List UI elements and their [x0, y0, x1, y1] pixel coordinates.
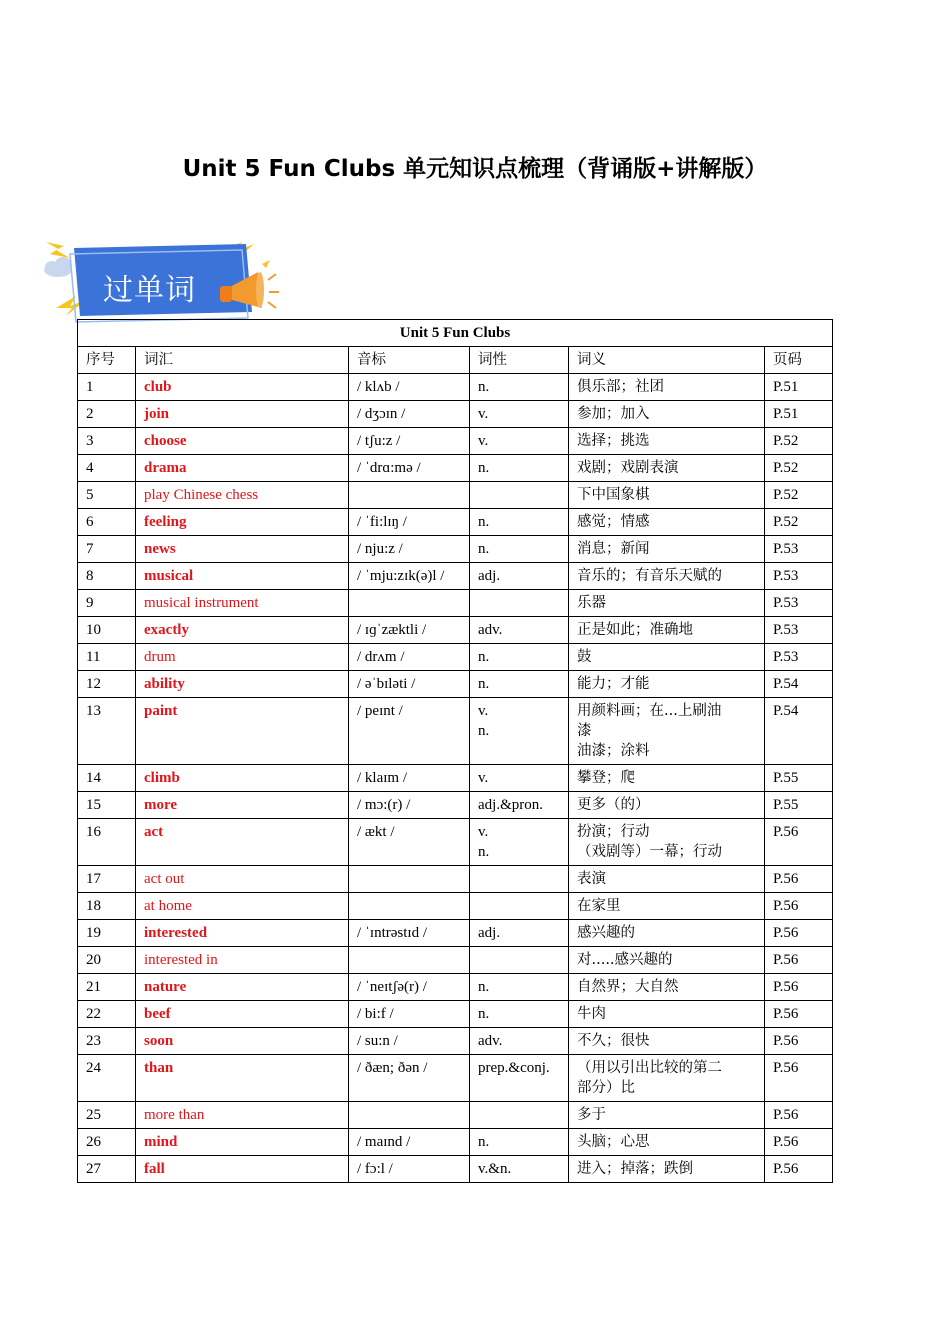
vocab-word	[136, 482, 349, 509]
meaning	[569, 1129, 765, 1156]
row-number: 24	[78, 1055, 136, 1102]
meaning-line: 头脑；心思	[577, 1134, 650, 1150]
table-row	[78, 644, 833, 671]
meaning	[569, 792, 765, 819]
part-of-speech	[470, 644, 569, 671]
page-ref: P.51	[765, 374, 833, 401]
part-of-speech	[470, 671, 569, 698]
table-row	[78, 1129, 833, 1156]
page-ref: P.53	[765, 590, 833, 617]
page-ref: P.56	[765, 1156, 833, 1183]
part-of-speech	[470, 1102, 569, 1129]
phonetic: / fɔ:l /	[349, 1156, 470, 1183]
page-ref: P.52	[765, 428, 833, 455]
table-row	[78, 455, 833, 482]
phonetic	[349, 866, 470, 893]
phonetic	[349, 590, 470, 617]
meaning	[569, 1028, 765, 1055]
page-ref: P.56	[765, 819, 833, 866]
table-row	[78, 792, 833, 819]
row-number: 18	[78, 893, 136, 920]
table-body	[78, 374, 833, 1183]
vocab-word	[136, 1129, 349, 1156]
meaning	[569, 1102, 765, 1129]
row-number: 9	[78, 590, 136, 617]
page-ref: P.52	[765, 455, 833, 482]
row-number: 2	[78, 401, 136, 428]
vocab-word-text: feeling	[144, 514, 187, 530]
phonetic: / ækt /	[349, 819, 470, 866]
table-row	[78, 590, 833, 617]
vocab-word-text: drum	[144, 649, 176, 665]
part-of-speech-line: n.	[478, 514, 490, 530]
vocab-word	[136, 866, 349, 893]
table-row	[78, 374, 833, 401]
table-row	[78, 509, 833, 536]
meaning-line: 选择；挑选	[577, 433, 650, 449]
row-number: 4	[78, 455, 136, 482]
part-of-speech	[470, 536, 569, 563]
row-number: 3	[78, 428, 136, 455]
vocab-word-text: interested	[144, 925, 208, 941]
phonetic: / nju:z /	[349, 536, 470, 563]
meaning-line: 乐器	[577, 595, 606, 611]
vocab-word-text: mind	[144, 1134, 178, 1150]
vocab-word-text: more than	[144, 1107, 205, 1123]
table-row	[78, 1156, 833, 1183]
meaning	[569, 482, 765, 509]
row-number: 15	[78, 792, 136, 819]
page-ref: P.56	[765, 893, 833, 920]
part-of-speech-line: n.	[478, 1134, 490, 1150]
part-of-speech	[470, 1156, 569, 1183]
meaning-line: 油漆；涂料	[577, 743, 650, 759]
part-of-speech	[470, 1028, 569, 1055]
meaning	[569, 509, 765, 536]
vocab-word-text: news	[144, 541, 176, 557]
table-row	[78, 1102, 833, 1129]
meaning	[569, 698, 765, 765]
vocab-word	[136, 428, 349, 455]
meaning-line: 正是如此；准确地	[577, 622, 693, 638]
vocab-word-text: drama	[144, 460, 187, 476]
table-row	[78, 428, 833, 455]
vocab-word-text: act	[144, 824, 164, 840]
phonetic: / tʃu:z /	[349, 428, 470, 455]
page-ref: P.53	[765, 536, 833, 563]
meaning-line: （用以引出比较的第二	[577, 1060, 722, 1076]
row-number: 27	[78, 1156, 136, 1183]
meaning	[569, 590, 765, 617]
part-of-speech-line: n.	[478, 979, 490, 995]
vocab-word	[136, 819, 349, 866]
table-row	[78, 671, 833, 698]
table-row	[78, 482, 833, 509]
vocab-word	[136, 1156, 349, 1183]
vocab-word	[136, 536, 349, 563]
meaning-line: 下中国象棋	[577, 487, 650, 503]
page-ref: P.52	[765, 482, 833, 509]
meaning-line: 攀登；爬	[577, 770, 635, 786]
meaning-line: 参加；加入	[577, 406, 650, 422]
page-ref: P.51	[765, 401, 833, 428]
vocab-word	[136, 590, 349, 617]
row-number: 7	[78, 536, 136, 563]
page-ref: P.55	[765, 765, 833, 792]
meaning-line: 能力；才能	[577, 676, 650, 692]
meaning	[569, 1001, 765, 1028]
meaning	[569, 671, 765, 698]
vocab-word-text: climb	[144, 770, 180, 786]
part-of-speech	[470, 1001, 569, 1028]
vocab-word	[136, 455, 349, 482]
part-of-speech	[470, 482, 569, 509]
table-row	[78, 617, 833, 644]
page-ref: P.53	[765, 617, 833, 644]
part-of-speech-line: n.	[478, 379, 490, 395]
vocab-word	[136, 1001, 349, 1028]
table-row	[78, 698, 833, 765]
part-of-speech-line: n.	[478, 649, 490, 665]
page-ref: P.56	[765, 1028, 833, 1055]
vocab-word-text: exactly	[144, 622, 189, 638]
phonetic: / ˈmju:zɪk(ə)l /	[349, 563, 470, 590]
table-row	[78, 1001, 833, 1028]
part-of-speech-line: adv.	[478, 622, 503, 638]
meaning	[569, 563, 765, 590]
part-of-speech-line: v.	[478, 433, 489, 449]
vocab-word	[136, 698, 349, 765]
phonetic: / ˈneɪtʃə(r) /	[349, 974, 470, 1001]
part-of-speech	[470, 765, 569, 792]
row-number: 26	[78, 1129, 136, 1156]
part-of-speech	[470, 563, 569, 590]
part-of-speech-line: n.	[478, 844, 490, 860]
vocab-word-text: soon	[144, 1033, 174, 1049]
table-row	[78, 974, 833, 1001]
table-caption: Unit 5 Fun Clubs	[78, 320, 833, 347]
meaning-line: 进入；掉落；跌倒	[577, 1161, 693, 1177]
meaning-line: 自然界；大自然	[577, 979, 679, 995]
meaning	[569, 1156, 765, 1183]
part-of-speech	[470, 617, 569, 644]
vocab-word	[136, 792, 349, 819]
meaning	[569, 920, 765, 947]
table-row	[78, 563, 833, 590]
part-of-speech-line: v.	[478, 703, 489, 719]
row-number: 21	[78, 974, 136, 1001]
table-caption-row	[78, 320, 833, 347]
page-ref: P.56	[765, 1129, 833, 1156]
phonetic	[349, 947, 470, 974]
part-of-speech	[470, 893, 569, 920]
part-of-speech-line: v.	[478, 406, 489, 422]
vocab-word-text: beef	[144, 1006, 171, 1022]
vocab-word	[136, 1028, 349, 1055]
table-row	[78, 765, 833, 792]
vocab-word-text: at home	[144, 898, 192, 914]
page-ref: P.56	[765, 1001, 833, 1028]
meaning	[569, 866, 765, 893]
phonetic	[349, 482, 470, 509]
vocab-word-text: choose	[144, 433, 187, 449]
row-number: 14	[78, 765, 136, 792]
row-number: 20	[78, 947, 136, 974]
page-ref: P.53	[765, 563, 833, 590]
vocab-word	[136, 974, 349, 1001]
vocab-word	[136, 1055, 349, 1102]
meaning-line: 对.....感兴趣的	[577, 952, 673, 968]
vocab-word-text: more	[144, 797, 178, 813]
row-number: 1	[78, 374, 136, 401]
page-ref: P.54	[765, 671, 833, 698]
table-row	[78, 893, 833, 920]
meaning	[569, 819, 765, 866]
column-header: 序号	[78, 347, 136, 374]
part-of-speech-line: v.	[478, 824, 489, 840]
part-of-speech-line: n.	[478, 541, 490, 557]
table-row	[78, 947, 833, 974]
meaning	[569, 1055, 765, 1102]
phonetic: / drʌm /	[349, 644, 470, 671]
meaning	[569, 536, 765, 563]
part-of-speech	[470, 509, 569, 536]
part-of-speech	[470, 974, 569, 1001]
phonetic: / peɪnt /	[349, 698, 470, 765]
vocab-word	[136, 671, 349, 698]
row-number: 11	[78, 644, 136, 671]
meaning-line: 更多（的）	[577, 797, 650, 813]
meaning-line: 扮演；行动	[577, 824, 650, 840]
meaning-line: 多于	[577, 1107, 606, 1123]
part-of-speech	[470, 947, 569, 974]
part-of-speech	[470, 866, 569, 893]
meaning-line: 表演	[577, 871, 606, 887]
page-title: Unit 5 Fun Clubs 单元知识点梳理（背诵版+讲解版）	[182, 156, 768, 182]
meaning-line: 戏剧；戏剧表演	[577, 460, 679, 476]
row-number: 10	[78, 617, 136, 644]
meaning-line: 消息；新闻	[577, 541, 650, 557]
meaning-line: 音乐的；有音乐天赋的	[577, 568, 722, 584]
part-of-speech	[470, 1055, 569, 1102]
row-number: 6	[78, 509, 136, 536]
part-of-speech-line: n.	[478, 676, 490, 692]
vocab-word	[136, 509, 349, 536]
vocab-word-text: club	[144, 379, 172, 395]
phonetic: / dʒɔɪn /	[349, 401, 470, 428]
meaning-line: 用颜料画；在...上刷油	[577, 703, 722, 719]
row-number: 19	[78, 920, 136, 947]
vocab-word-text: join	[144, 406, 170, 422]
meaning-line: （戏剧等）一幕；行动	[577, 844, 722, 860]
page-ref: P.54	[765, 698, 833, 765]
meaning	[569, 617, 765, 644]
page-ref: P.56	[765, 920, 833, 947]
meaning	[569, 765, 765, 792]
table-header-row	[78, 347, 833, 374]
column-header: 词义	[569, 347, 765, 374]
part-of-speech-line: n.	[478, 723, 490, 739]
meaning-line: 牛肉	[577, 1006, 606, 1022]
part-of-speech-line: adv.	[478, 1033, 503, 1049]
vocab-word-text: nature	[144, 979, 187, 995]
vocab-word	[136, 563, 349, 590]
meaning	[569, 644, 765, 671]
part-of-speech	[470, 374, 569, 401]
column-header: 词汇	[136, 347, 349, 374]
meaning	[569, 401, 765, 428]
phonetic: / ˈɪntrəstɪd /	[349, 920, 470, 947]
row-number: 23	[78, 1028, 136, 1055]
column-header: 词性	[470, 347, 569, 374]
table-row	[78, 1028, 833, 1055]
row-number: 13	[78, 698, 136, 765]
page-ref: P.53	[765, 644, 833, 671]
row-number: 22	[78, 1001, 136, 1028]
meaning	[569, 374, 765, 401]
phonetic: / klʌb /	[349, 374, 470, 401]
meaning-line: 在家里	[577, 898, 621, 914]
vocab-word-text: than	[144, 1060, 174, 1076]
page-ref: P.56	[765, 947, 833, 974]
vocab-word-text: paint	[144, 703, 178, 719]
meaning-line: 部分）比	[577, 1080, 635, 1096]
vocab-word	[136, 617, 349, 644]
row-number: 25	[78, 1102, 136, 1129]
row-number: 12	[78, 671, 136, 698]
phonetic: / su:n /	[349, 1028, 470, 1055]
section-banner-label: 过单词	[103, 273, 196, 308]
row-number: 8	[78, 563, 136, 590]
page-ref: P.56	[765, 1055, 833, 1102]
meaning	[569, 974, 765, 1001]
vocab-word	[136, 1102, 349, 1129]
meaning-line: 鼓	[577, 649, 592, 665]
phonetic: / ðæn; ðən /	[349, 1055, 470, 1102]
cloud-icon	[44, 257, 72, 277]
phonetic: / mɔ:(r) /	[349, 792, 470, 819]
meaning	[569, 428, 765, 455]
page-ref: P.55	[765, 792, 833, 819]
vocabulary-table	[77, 319, 833, 1183]
table-row	[78, 819, 833, 866]
meaning-line: 感觉；情感	[577, 514, 650, 530]
row-number: 16	[78, 819, 136, 866]
part-of-speech	[470, 819, 569, 866]
table-row	[78, 920, 833, 947]
row-number: 17	[78, 866, 136, 893]
phonetic: / ˈdrɑ:mə /	[349, 455, 470, 482]
part-of-speech	[470, 920, 569, 947]
vocab-word-text: fall	[144, 1161, 165, 1177]
vocab-word	[136, 893, 349, 920]
table-row	[78, 1055, 833, 1102]
phonetic: / ɪɡˈzæktli /	[349, 617, 470, 644]
vocab-word	[136, 920, 349, 947]
part-of-speech	[470, 455, 569, 482]
phonetic	[349, 893, 470, 920]
meaning	[569, 947, 765, 974]
part-of-speech	[470, 428, 569, 455]
part-of-speech	[470, 698, 569, 765]
vocab-word	[136, 401, 349, 428]
table-row	[78, 401, 833, 428]
meaning-line: 俱乐部；社团	[577, 379, 664, 395]
part-of-speech	[470, 792, 569, 819]
part-of-speech-line: v.&n.	[478, 1161, 512, 1177]
meaning-line: 感兴趣的	[577, 925, 635, 941]
vocab-word	[136, 374, 349, 401]
meaning	[569, 893, 765, 920]
table-row	[78, 866, 833, 893]
row-number: 5	[78, 482, 136, 509]
part-of-speech-line: n.	[478, 460, 490, 476]
part-of-speech	[470, 401, 569, 428]
phonetic: / əˈbɪləti /	[349, 671, 470, 698]
vocab-word-text: play Chinese chess	[144, 487, 259, 503]
vocab-word	[136, 765, 349, 792]
meaning	[569, 455, 765, 482]
phonetic	[349, 1102, 470, 1129]
part-of-speech-line: adj.	[478, 925, 501, 941]
phonetic: / klaɪm /	[349, 765, 470, 792]
meaning-line: 不久；很快	[577, 1033, 650, 1049]
meaning-line: 漆	[577, 723, 592, 739]
part-of-speech-line: v.	[478, 770, 489, 786]
column-header: 音标	[349, 347, 470, 374]
vocab-word	[136, 947, 349, 974]
part-of-speech	[470, 590, 569, 617]
vocab-word-text: musical	[144, 568, 194, 584]
vocab-word-text: musical instrument	[144, 595, 259, 611]
phonetic: / maɪnd /	[349, 1129, 470, 1156]
vocab-word-text: act out	[144, 871, 185, 887]
part-of-speech-line: adj.	[478, 568, 501, 584]
vocab-word	[136, 644, 349, 671]
table-row	[78, 536, 833, 563]
page-ref: P.52	[765, 509, 833, 536]
page-ref: P.56	[765, 866, 833, 893]
page-ref: P.56	[765, 974, 833, 1001]
part-of-speech-line: prep.&conj.	[478, 1060, 550, 1076]
phonetic: / ˈfi:lɪŋ /	[349, 509, 470, 536]
page-ref: P.56	[765, 1102, 833, 1129]
part-of-speech	[470, 1129, 569, 1156]
vocab-word-text: interested in	[144, 952, 218, 968]
column-header: 页码	[765, 347, 833, 374]
part-of-speech-line: adj.&pron.	[478, 797, 543, 813]
phonetic: / bi:f /	[349, 1001, 470, 1028]
part-of-speech-line: n.	[478, 1006, 490, 1022]
vocab-word-text: ability	[144, 676, 185, 692]
